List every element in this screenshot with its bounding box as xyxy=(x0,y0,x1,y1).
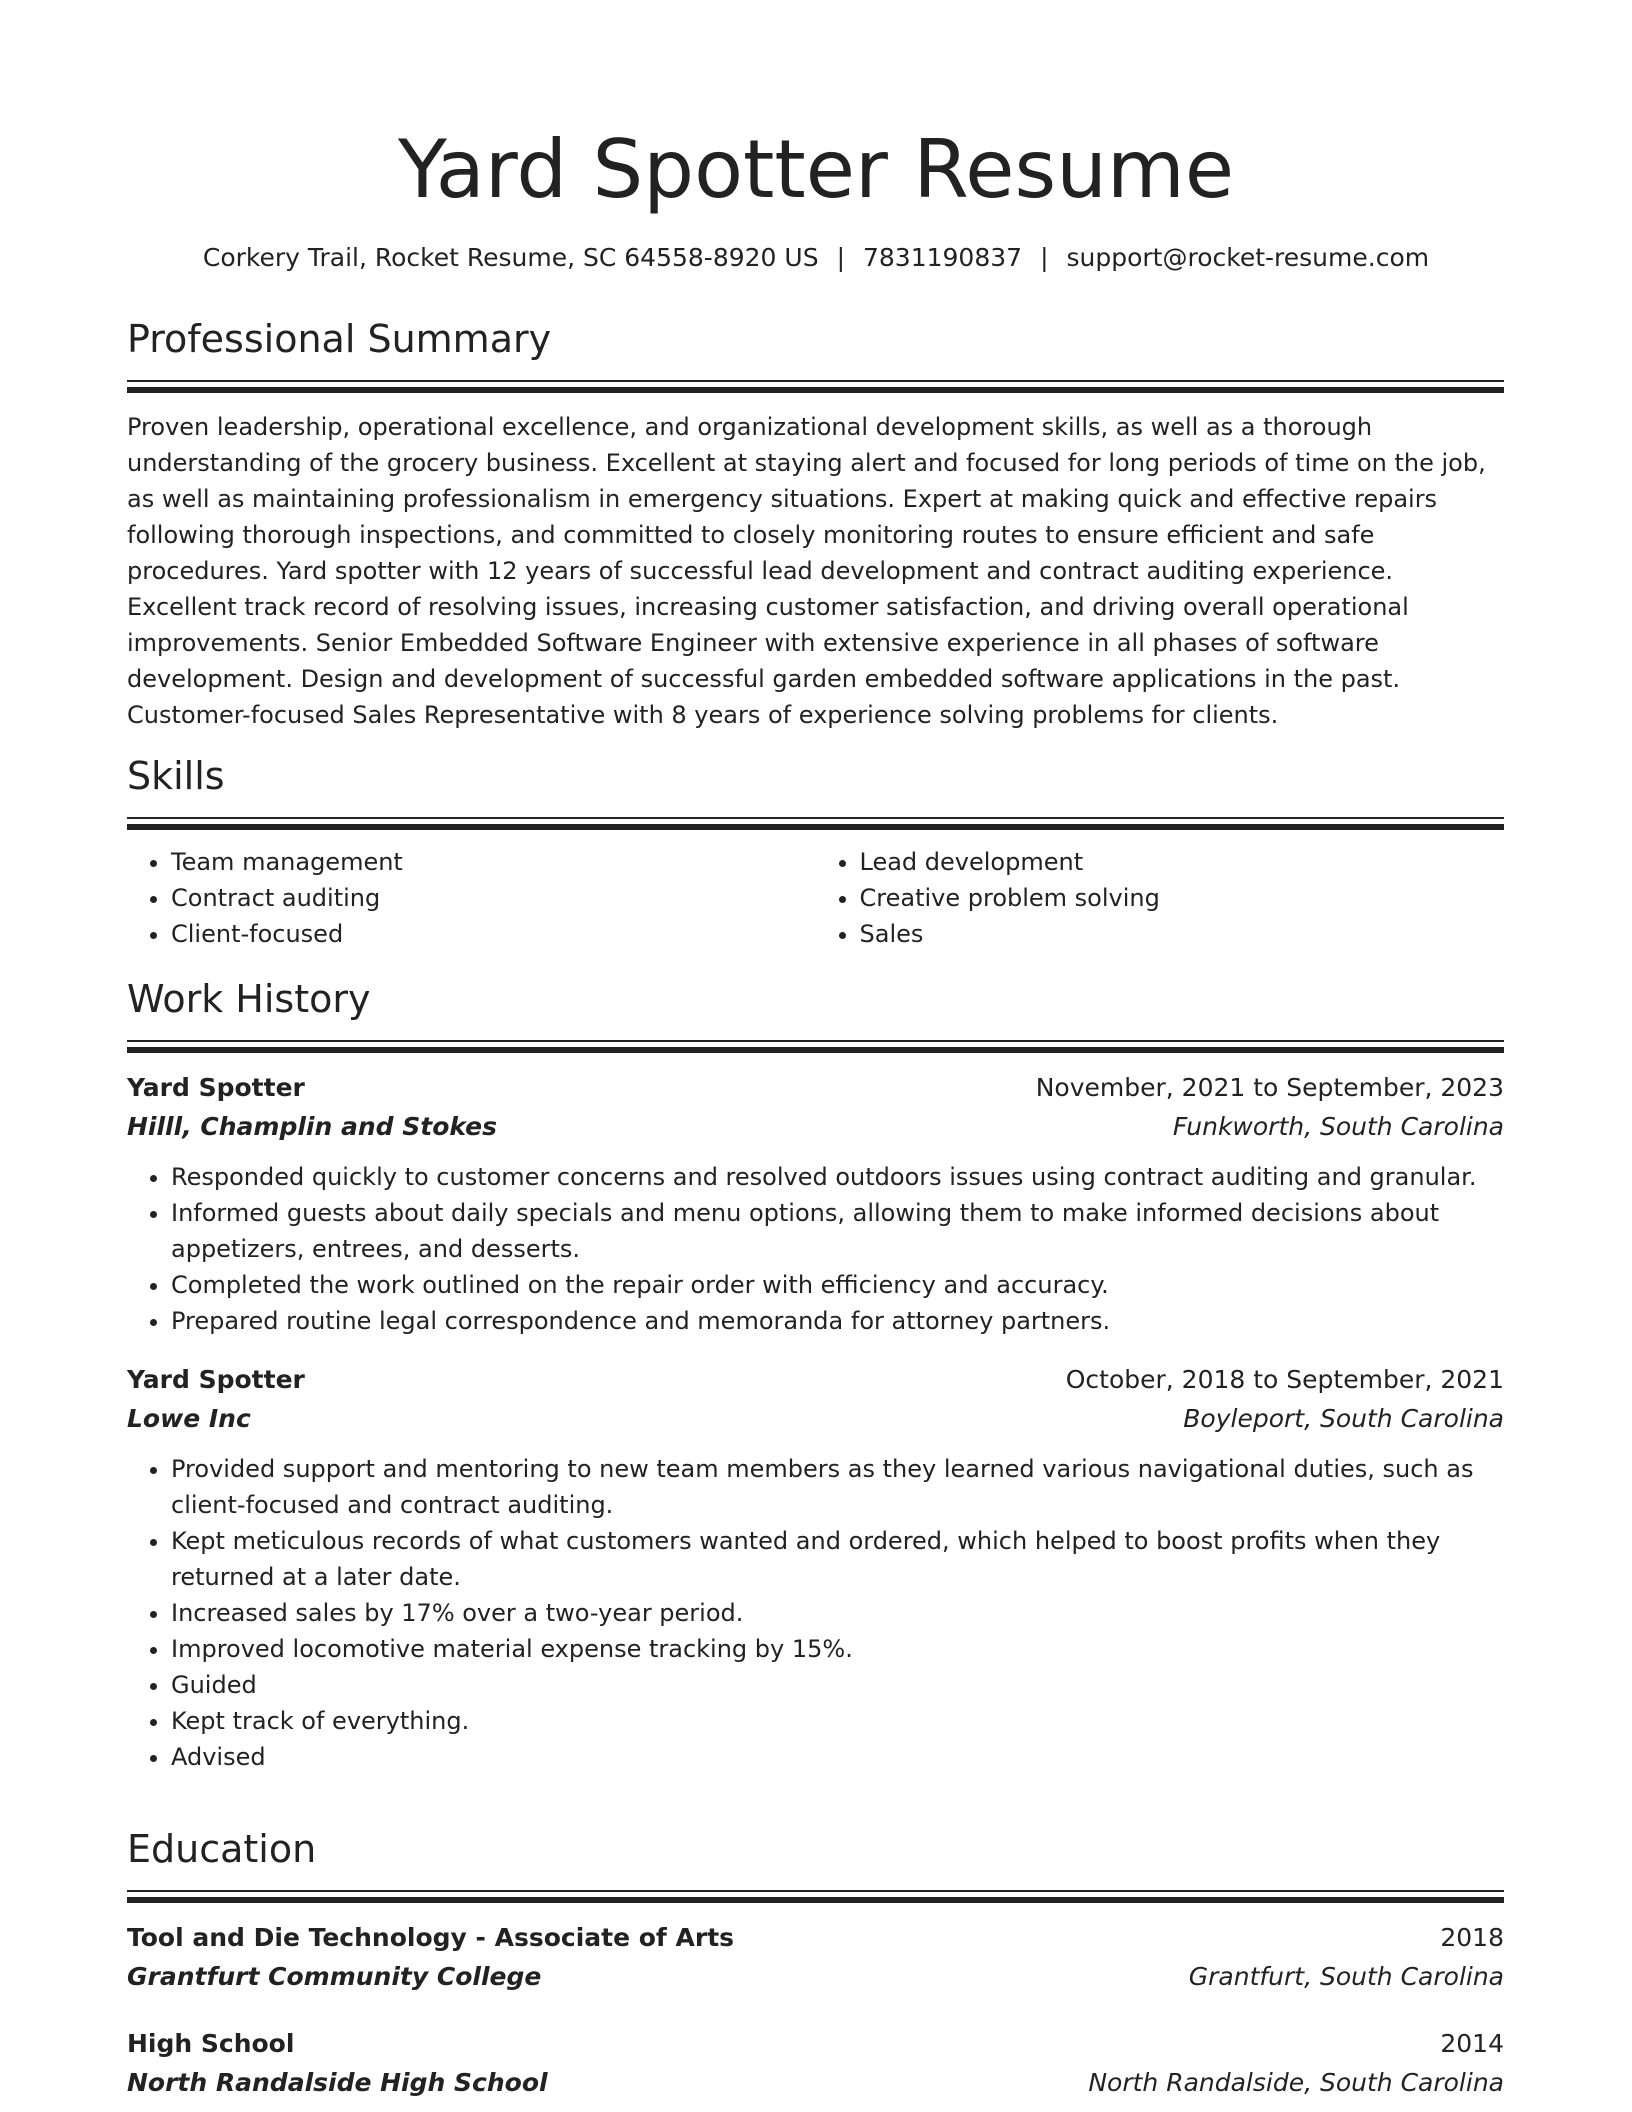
skill-item: • Sales xyxy=(860,916,1505,952)
page-title: Yard Spotter Resume xyxy=(397,123,1235,216)
section-divider xyxy=(127,380,1504,393)
job-bullet: • Prepared routine legal correspondence and memoranda for attorney partners. xyxy=(171,1303,1504,1339)
job-entry xyxy=(127,1069,1504,1339)
skills-section xyxy=(127,751,1504,952)
contact-separator: | xyxy=(836,243,845,272)
work-history-section xyxy=(127,974,1504,1775)
job-bullet: • Completed the work outlined on the repair order with efficiency and accuracy. xyxy=(171,1267,1504,1303)
job-company: Lowe Inc xyxy=(127,1404,251,1433)
section-heading-skills: Skills xyxy=(127,754,225,798)
section-divider xyxy=(127,817,1504,830)
education-location: Grantfurt, South Carolina xyxy=(1188,1962,1504,1991)
skill-item: • Team management xyxy=(171,844,816,880)
job-bullet: • Informed guests about daily specials and menu options, allowing them to make informed decisions about appetizers, entrees, and desserts. xyxy=(171,1195,1504,1267)
job-entry xyxy=(127,1361,1504,1775)
contact-separator: | xyxy=(1040,243,1049,272)
contact-address: Corkery Trail, Rocket Resume, SC 64558-8920 US xyxy=(202,243,819,272)
education-entry xyxy=(127,2025,1504,2103)
job-bullet: • Kept track of everything. xyxy=(171,1703,1504,1739)
skill-item: • Contract auditing xyxy=(171,880,816,916)
job-bullet: • Increased sales by 17% over a two-year period. xyxy=(171,1595,1504,1631)
skill-item: • Creative problem solving xyxy=(860,880,1505,916)
contact-line xyxy=(127,242,1505,274)
job-location: Funkworth, South Carolina xyxy=(1172,1112,1504,1141)
section-heading-summary: Professional Summary xyxy=(127,317,552,361)
skills-column-right xyxy=(816,844,1505,952)
job-bullet: • Improved locomotive material expense tracking by 15%. xyxy=(171,1631,1504,1667)
skill-item: • Client-focused xyxy=(171,916,816,952)
job-company: Hilll, Champlin and Stokes xyxy=(127,1112,497,1141)
education-section xyxy=(127,1824,1504,2103)
job-bullet: • Responded quickly to customer concerns and resolved outdoors issues using contract auditing and granular. xyxy=(171,1159,1504,1195)
summary-text: Proven leadership, operational excellence, and organizational development skills, as well as a thorough understanding of the grocery business. Excellent at staying alert and focused for long periods of time on the job, as well as maintaining professionalism in emergency situations. Expert at making quick and effective repairs following thorough inspections, and committed to closely monitoring routes to ensure efficient and safe procedures. Yard spotter with 12 years of successful lead development and contract auditing experience. Excellent track record of resolving issues, increasing customer satisfaction, and driving overall operational improvements. Senior Embedded Software Engineer with extensive experience in all phases of software development. Design and development of successful garden embedded software applications in the past. Customer-focused Sales Representative with 8 years of experience solving problems for clients. xyxy=(127,413,1486,729)
section-divider xyxy=(127,1040,1504,1053)
job-bullet: • Guided xyxy=(171,1667,1504,1703)
education-year: 2014 xyxy=(1440,2029,1504,2058)
job-title: Yard Spotter xyxy=(127,1073,305,1102)
education-school: Grantfurt Community College xyxy=(127,1962,542,1991)
section-divider xyxy=(127,1890,1504,1903)
job-bullet: • Kept meticulous records of what customers wanted and ordered, which helped to boost profits when they returned at a later date. xyxy=(171,1523,1504,1595)
section-heading-education: Education xyxy=(127,1827,317,1871)
job-title: Yard Spotter xyxy=(127,1365,305,1394)
job-bullets xyxy=(127,1159,1504,1339)
skills-list xyxy=(127,844,1504,952)
education-entry xyxy=(127,1919,1504,1997)
education-degree: Tool and Die Technology - Associate of Arts xyxy=(127,1923,735,1952)
education-degree: High School xyxy=(127,2029,295,2058)
job-dates: November, 2021 to September, 2023 xyxy=(1035,1073,1504,1102)
job-bullet: • Advised xyxy=(171,1739,1504,1775)
contact-phone: 7831190837 xyxy=(863,243,1023,272)
skill-item: • Lead development xyxy=(860,844,1505,880)
education-school: North Randalside High School xyxy=(127,2068,548,2097)
education-location: North Randalside, South Carolina xyxy=(1088,2068,1504,2097)
job-bullet: • Provided support and mentoring to new team members as they learned various navigational duties, such as client-focused and contract auditing. xyxy=(171,1451,1504,1523)
job-dates: October, 2018 to September, 2021 xyxy=(1065,1365,1504,1394)
contact-email: support@rocket-resume.com xyxy=(1066,243,1430,272)
education-year: 2018 xyxy=(1440,1923,1504,1952)
section-heading-work: Work History xyxy=(127,977,371,1021)
job-bullets xyxy=(127,1451,1504,1775)
job-location: Boyleport, South Carolina xyxy=(1183,1404,1504,1433)
skills-column-left xyxy=(127,844,816,952)
summary-section xyxy=(127,314,1504,733)
